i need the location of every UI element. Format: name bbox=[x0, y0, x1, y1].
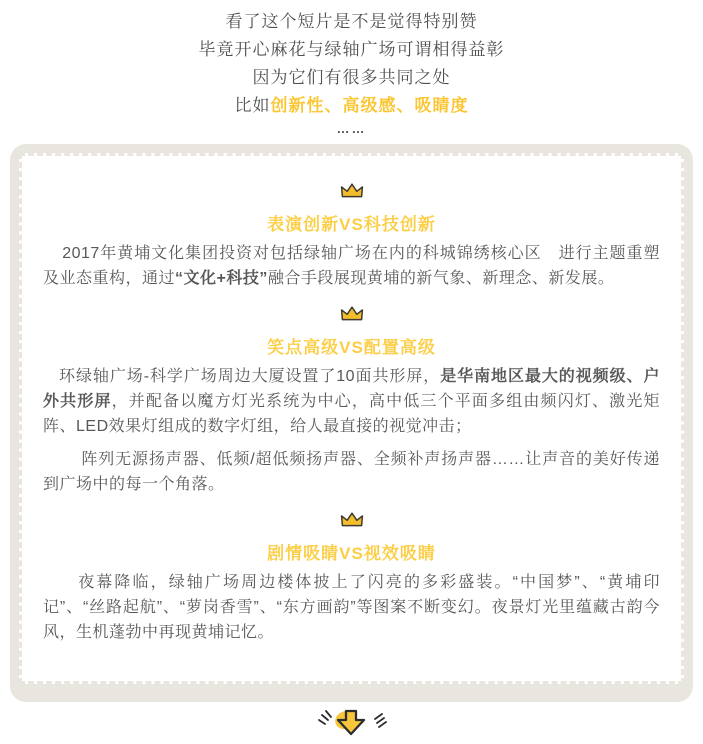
intro-highlight-text: 创新性、高级感、吸睛度 bbox=[270, 96, 469, 115]
section-1 bbox=[34, 182, 669, 291]
intro-line-2: 毕竟开心麻花与绿轴广场可谓相得益彰 bbox=[198, 40, 505, 59]
section-title: 表演创新VS科技创新 bbox=[267, 215, 436, 234]
crown-icon-wrap bbox=[34, 511, 669, 529]
intro-line-3: 因为它们有很多共同之处 bbox=[252, 68, 451, 87]
intro-highlight-prefix: 比如 bbox=[234, 96, 271, 115]
intro-ellipsis: …… bbox=[336, 121, 367, 136]
section-3 bbox=[34, 511, 669, 645]
speed-lines-left bbox=[319, 711, 331, 724]
crown-icon bbox=[339, 310, 365, 327]
crown-icon-wrap bbox=[34, 182, 669, 200]
intro-line-1: 看了这个短片是不是觉得特别赞 bbox=[225, 12, 478, 31]
intro-line-highlight bbox=[0, 92, 703, 120]
paragraph: 阵列无源扬声器、低频/超低频扬声器、全频补声扬声器……让声音的美好传递到广场中的每一个角落。 bbox=[43, 451, 660, 493]
intro-block bbox=[0, 0, 703, 138]
speed-lines-right bbox=[375, 714, 386, 727]
crown-icon bbox=[339, 187, 365, 204]
section-title: 笑点高级VS配置高级 bbox=[267, 338, 436, 357]
footer bbox=[0, 702, 703, 744]
crown-icon bbox=[339, 516, 365, 533]
section-2 bbox=[34, 305, 669, 497]
paragraph: 环绿轴广场-科学广场周边大厦设置了10面共形屏，是华南地区最大的视频级、户外共形屏，并配备以魔方灯光系统为中心，高中低三个平面多组由频闪灯、激光矩阵、LED效果灯组成的数字灯组，给人最直接的视觉冲击； bbox=[43, 368, 660, 435]
crown-icon-wrap bbox=[34, 305, 669, 323]
paragraph: 夜幕降临，绿轴广场周边楼体披上了闪亮的多彩盛装。“中国梦”、“黄埔印记”、“丝路起航”、“萝岗香雪”、“东方画韵”等图案不断变幻。夜景灯光里蕴藏古韵今风，生机蓬勃中再现黄埔记忆。 bbox=[43, 574, 660, 641]
sections-container bbox=[34, 182, 669, 645]
down-arrow-icon bbox=[313, 707, 391, 740]
content-card-frame bbox=[10, 144, 693, 702]
section-title: 剧情吸睛VS视效吸睛 bbox=[267, 544, 436, 563]
content-card bbox=[19, 153, 684, 684]
paragraph: 2017年黄埔文化集团投资对包括绿轴广场在内的科城锦绣核心区 进行主题重塑及业态重构，通过“文化+科技”融合手段展现黄埔的新气象、新理念、新发展。 bbox=[43, 245, 660, 287]
